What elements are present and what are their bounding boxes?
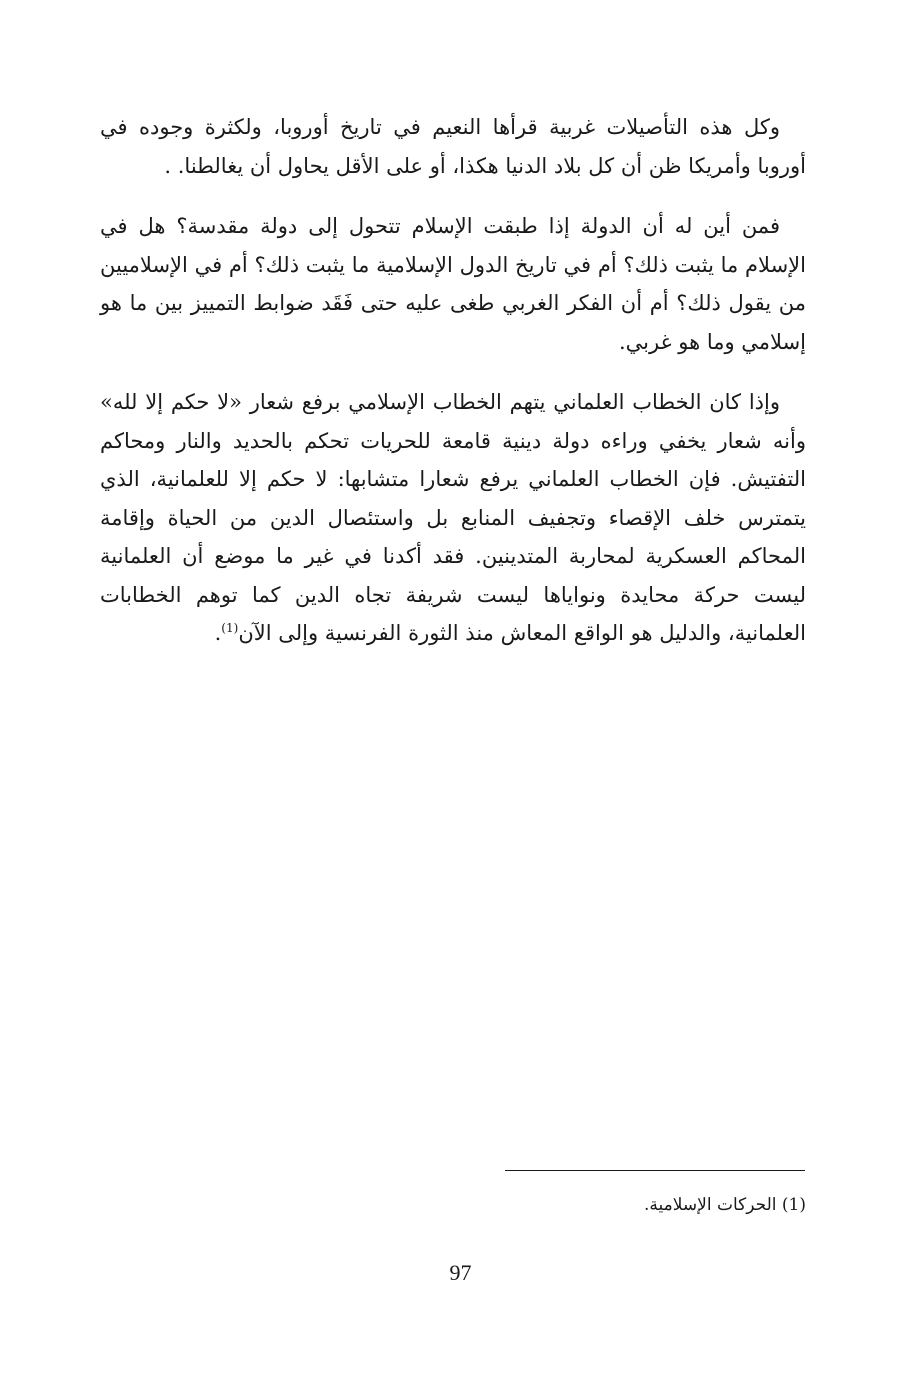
paragraph-3-text: وإذا كان الخطاب العلماني يتهم الخطاب الإسلامي برفع شعار «لا حكم إلا لله» وأنه شعار يخفي وراءه دولة دينية قامعة للحريات تحكم بالحديد والنار ومحاكم التفتيش. فإن الخطاب العلماني يرفع شعارا متشابها: لا حكم إلا للعلمانية، الذي يتمترس خلف الإقصاء وتجفيف المنابع بل واستئصال الدين من الحياة وإقامة المحاكم العسكرية لمحاربة المتدينين. فقد أكدنا في غير ما موضع أن العلمانية ليست حركة محايدة ونواياها ليست شريفة تجاه الدين كما توهم الخطابات العلمانية، والدليل هو الواقع المعاش منذ الثورة الفرنسية وإلى الآن (100, 390, 806, 645)
footnote-divider (505, 1170, 805, 1171)
paragraph-3-end: . (214, 621, 222, 645)
page-number: 97 (449, 1260, 472, 1285)
footnote: (1) الحركات الإسلامية. (643, 1195, 806, 1215)
paragraph-1: وكل هذه التأصيلات غربية قرأها النعيم في تاريخ أوروبا، ولكثرة وجوده في أوروبا وأمريكا ظن أن كل بلاد الدنيا هكذا، أو على الأقل يحاول أن يغالطنا. . (100, 115, 806, 178)
paragraph-3 (100, 383, 806, 653)
page-body (100, 108, 806, 675)
paragraph-2: فمن أين له أن الدولة إذا طبقت الإسلام تتحول إلى دولة مقدسة؟ هل في الإسلام ما يثبت ذلك؟ أم في تاريخ الدول الإسلامية ما يثبت ذلك؟ أم في الإسلاميين من يقول ذلك؟ أم أن الفكر الغربي طغى عليه حتى فَقَد ضوابط التمييز بين ما هو إسلامي وما هو غربي. (100, 214, 806, 354)
footnote-reference: (1) (221, 621, 239, 635)
